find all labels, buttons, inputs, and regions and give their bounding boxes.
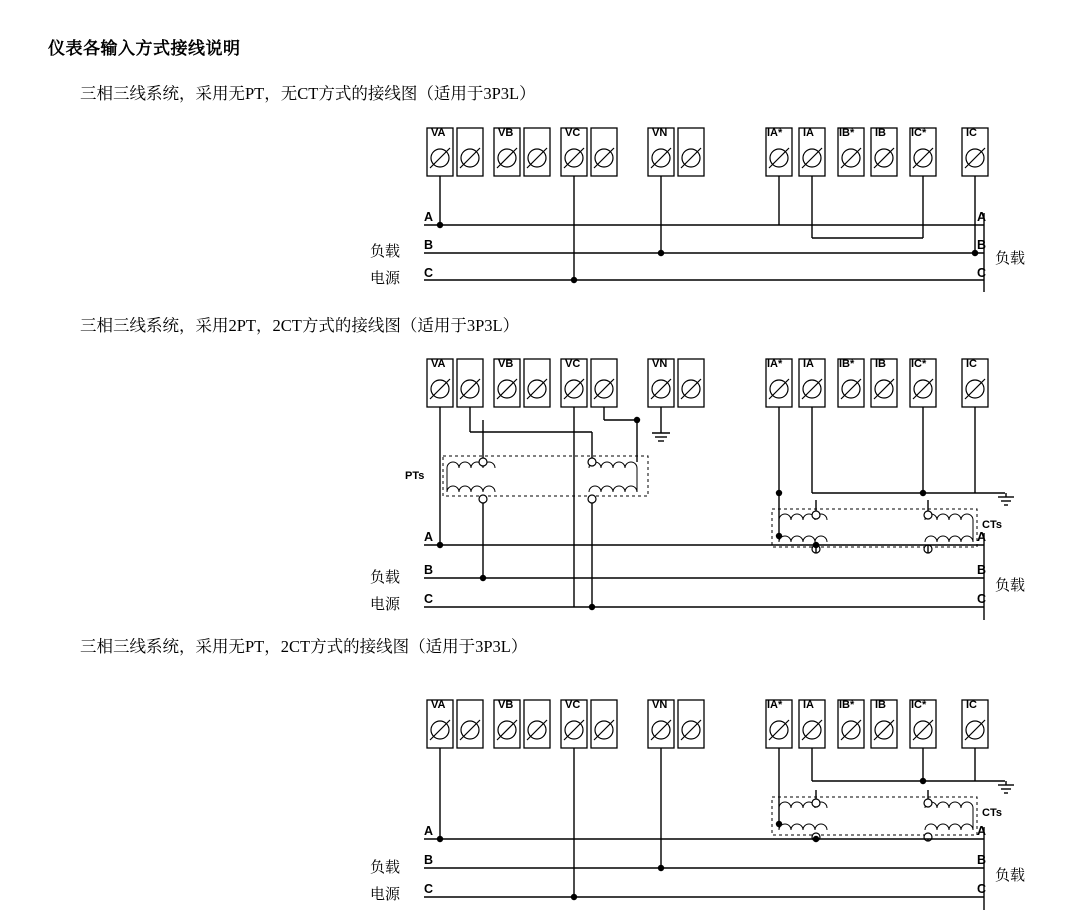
- terminal-label: VA: [431, 699, 446, 711]
- source-label-left: 电源: [370, 271, 401, 287]
- terminal-VC-pair: [591, 700, 617, 748]
- terminal-label: IB*: [839, 127, 855, 139]
- right-phase-label-A: A: [977, 210, 987, 224]
- terminal-label: IC*: [911, 358, 927, 370]
- left-phase-label-C: C: [424, 266, 434, 280]
- terminal-label: IB*: [839, 358, 855, 370]
- source-label-left: 电源: [370, 887, 401, 903]
- terminal-label: IB: [875, 127, 886, 139]
- left-phase-label-A: A: [424, 530, 434, 544]
- right-phase-label-A: A: [977, 530, 987, 544]
- right-phase-label-C: C: [977, 592, 987, 606]
- terminal-label: VN: [652, 127, 668, 139]
- terminal-label: IA*: [767, 699, 783, 711]
- left-phase-label-A: A: [424, 210, 434, 224]
- left-phase-label-B: B: [424, 238, 434, 252]
- left-phase-label-C: C: [424, 592, 434, 606]
- terminal-label: IC*: [911, 127, 927, 139]
- terminal-VB-pair: [524, 700, 550, 748]
- terminal-label: VB: [498, 358, 514, 370]
- load-label-left: 负载: [370, 860, 401, 876]
- ct-group-3: [772, 797, 1002, 841]
- load-label-right: 负载: [995, 578, 1026, 594]
- ct-label: CTs: [982, 519, 1002, 531]
- terminal-block-3: [427, 699, 988, 748]
- wires-3: [370, 748, 1025, 910]
- terminal-IC-star: [910, 699, 936, 748]
- terminal-IC: [962, 699, 988, 748]
- terminal-label: IC: [966, 699, 977, 711]
- terminal-label: VC: [565, 127, 581, 139]
- terminal-label: IA*: [767, 358, 783, 370]
- left-phase-label-B: B: [424, 853, 434, 867]
- terminal-label: VA: [431, 127, 446, 139]
- right-phase-label-C: C: [977, 266, 987, 280]
- left-phase-label-B: B: [424, 563, 434, 577]
- terminal-label: IC: [966, 127, 977, 139]
- terminal-VB: [494, 699, 520, 748]
- terminal-VA-pair: [457, 700, 483, 748]
- terminal-label: IB: [875, 699, 886, 711]
- terminal-label: IC: [966, 358, 977, 370]
- terminal-label: IB: [875, 358, 886, 370]
- terminal-VN: [648, 699, 674, 748]
- terminal-IA: [799, 699, 825, 748]
- right-phase-label-B: B: [977, 853, 987, 867]
- terminal-label: VA: [431, 358, 446, 370]
- terminal-IA-star: [766, 699, 792, 748]
- terminal-label: IA*: [767, 127, 783, 139]
- right-phase-label-B: B: [977, 238, 987, 252]
- load-label-left: 负载: [370, 244, 401, 260]
- terminal-label: VC: [565, 358, 581, 370]
- terminal-VA: [427, 699, 453, 748]
- right-phase-label-B: B: [977, 563, 987, 577]
- terminal-label: VN: [652, 358, 668, 370]
- terminal-label: VB: [498, 699, 514, 711]
- terminal-IB: [871, 699, 897, 748]
- terminal-VN-pair: [678, 700, 704, 748]
- pt-label: PTs: [405, 470, 425, 482]
- section-caption-1: 三相三线系统，采用无PT，无CT方式的接线图（适用于3P3L）: [80, 84, 536, 103]
- load-label-right: 负载: [995, 251, 1026, 267]
- terminal-label: IA: [803, 358, 814, 370]
- terminal-label: IC*: [911, 699, 927, 711]
- load-label-left: 负载: [370, 570, 401, 586]
- page-title: 仪表各输入方式接线说明: [48, 39, 241, 58]
- terminal-IB-star: [838, 699, 864, 748]
- ct-label: CTs: [982, 807, 1002, 819]
- section-caption-2: 三相三线系统，采用2PT，2CT方式的接线图（适用于3P3L）: [80, 316, 520, 335]
- left-phase-label-A: A: [424, 824, 434, 838]
- source-label-left: 电源: [370, 597, 401, 613]
- right-phase-label-A: A: [977, 824, 987, 838]
- terminal-label: IA: [803, 127, 814, 139]
- load-label-right: 负载: [995, 868, 1026, 884]
- right-phase-label-C: C: [977, 882, 987, 896]
- terminal-VC: [561, 699, 587, 748]
- left-phase-label-C: C: [424, 882, 434, 896]
- terminal-label: IA: [803, 699, 814, 711]
- terminal-label: VB: [498, 127, 514, 139]
- terminal-label: VN: [652, 699, 668, 711]
- terminal-label: IB*: [839, 699, 855, 711]
- section-caption-3: 三相三线系统，采用无PT，2CT方式的接线图（适用于3P3L）: [80, 637, 528, 656]
- terminal-label: VC: [565, 699, 581, 711]
